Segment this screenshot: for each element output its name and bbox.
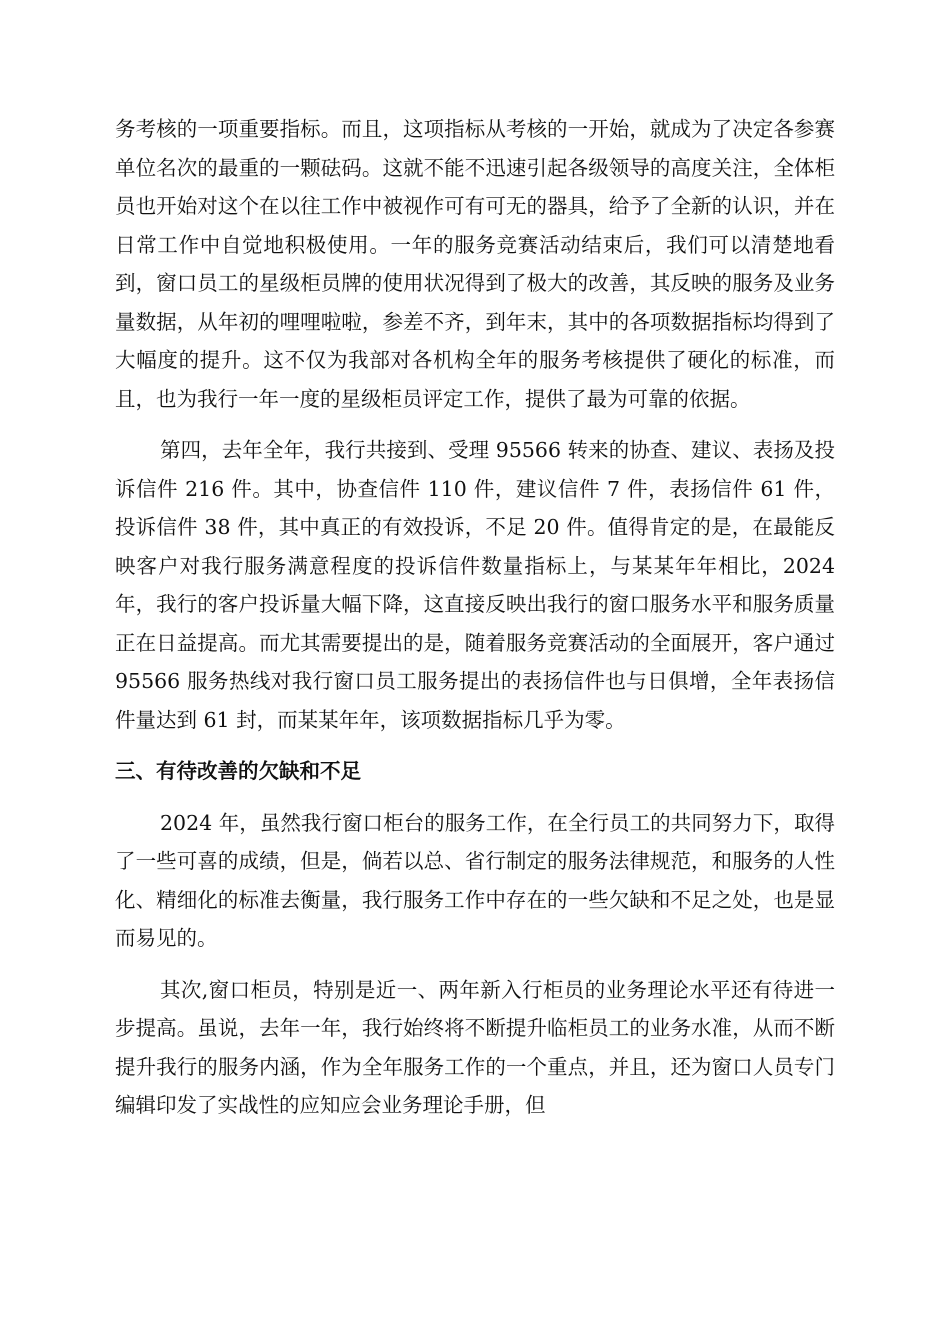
- paragraph-continuation: 务考核的一项重要指标。而且，这项指标从考核的一开始，就成为了决定各参赛单位名次的最重的一颗砝码。这就不能不迅速引起各级领导的高度关注，全体柜员也开始对这个在以往工作中被视作可有可无的器具，给予了全新的认识，并在日常工作中自觉地积极使用。一年的服务竞赛活动结束后，我们可以清楚地看到，窗口员工的星级柜员牌的使用状况得到了极大的改善，其反映的服务及业务量数据，从年初的哩哩啦啦，参差不齐，到年末，其中的各项数据指标均得到了大幅度的提升。这不仅为我部对各机构全年的服务考核提供了硬化的标准，而且，也为我行一年一度的星级柜员评定工作，提供了最为可靠的依据。: [115, 117, 835, 411]
- paragraph-section-intro: 2024 年，虽然我行窗口柜台的服务工作，在全行员工的共同努力下，取得了一些可喜的成绩，但是，倘若以总、省行制定的服务法律规范，和服务的人性化、精细化的标准去衡量，我行服务工作中存在的一些欠缺和不足之处，也是显而易见的。: [115, 810, 835, 950]
- section-heading: 三、有待改善的欠缺和不足: [115, 759, 361, 783]
- paragraph-second-point: 其次,窗口柜员，特别是近一、两年新入行柜员的业务理论水平还有待进一步提高。虽说，去年一年，我行始终将不断提升临柜员工的业务水准，从而不断提升我行的服务内涵，作为全年服务工作的一个重点，并且，还为窗口人员专门编辑印发了实战性的应知应会业务理论手册，但: [115, 977, 835, 1117]
- paragraph-fourth-point: 第四，去年全年，我行共接到、受理 95566 转来的协查、建议、表扬及投诉信件 216 件。其中，协查信件 110 件，建议信件 7 件，表扬信件 61 件，投诉信件 38 件，其中真正的有效投诉，不足 20 件。值得肯定的是，在最能反映客户对我行服务满意程度的投诉信件数量指标上，与某某年年相比，2024 年，我行的客户投诉量大幅下降，这直接反映出我行的窗口服务水平和服务质量正在日益提高。而尤其需要提出的是，随着服务竞赛活动的全面展开，客户通过 95566 服务热线对我行窗口员工服务提出的表扬信件也与日俱增，全年表扬信件量达到 61 封，而某某年年，该项数据指标几乎为零。: [115, 438, 835, 732]
- document-page: [115, 110, 835, 1138]
